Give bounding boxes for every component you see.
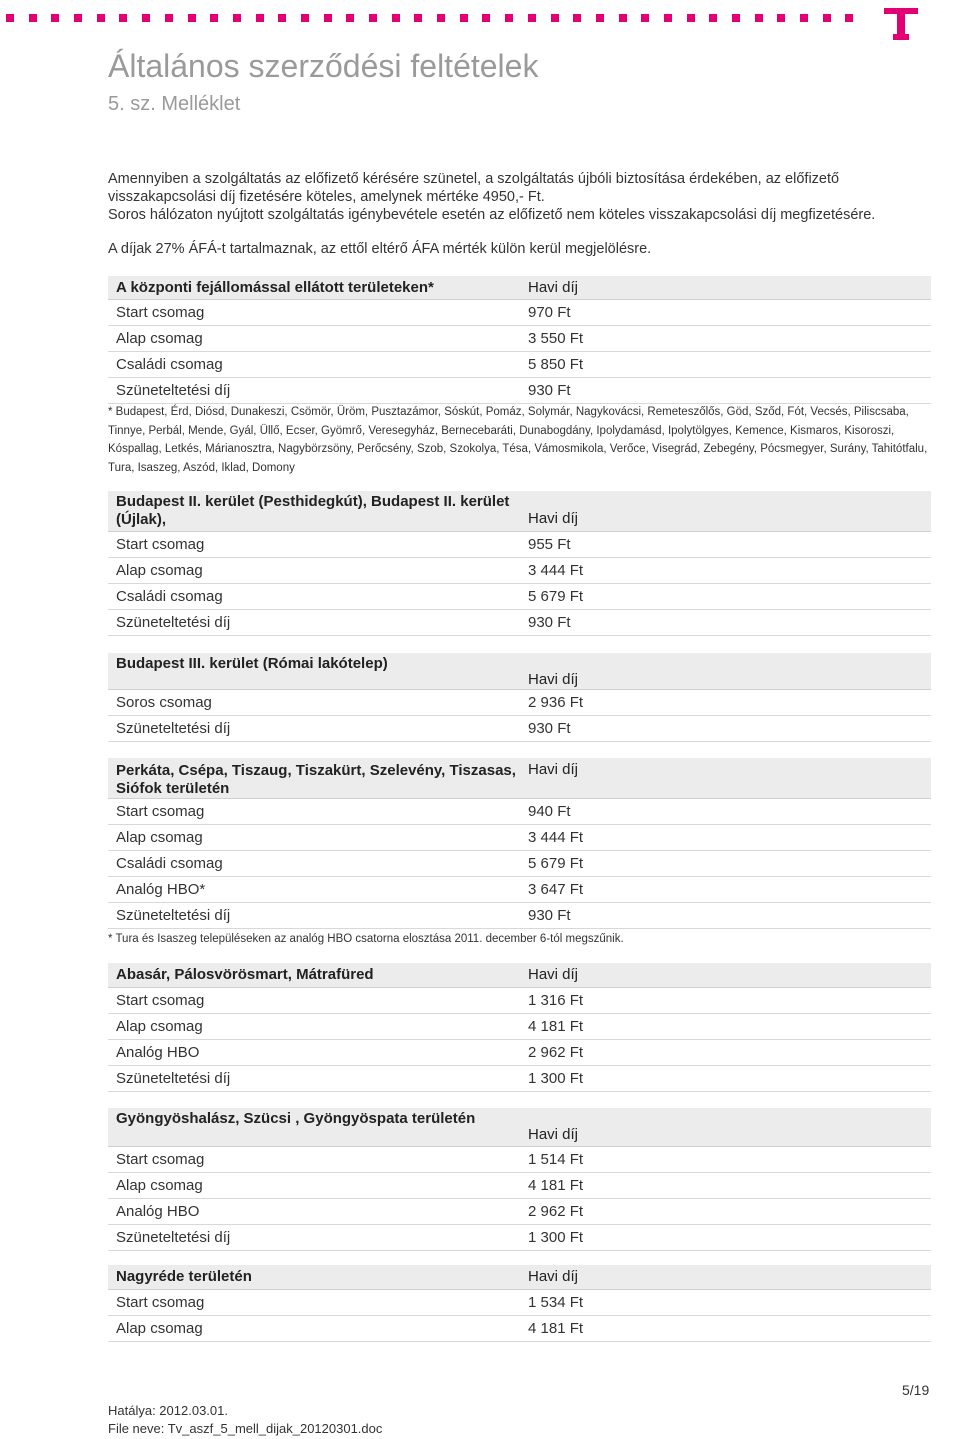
brand-dot [528, 14, 536, 22]
brand-dot [392, 14, 400, 22]
effective-date: Hatálya: 2012.03.01. [108, 1403, 228, 1418]
table-row [108, 532, 931, 558]
package-name: Start csomag [116, 1294, 205, 1311]
table-row [108, 326, 931, 352]
package-fee: 1 300 Ft [528, 1070, 584, 1087]
fee-column-header: Havi díj [528, 279, 579, 296]
brand-dot [346, 14, 354, 22]
brand-dot [97, 14, 105, 22]
package-name: Start csomag [116, 992, 205, 1009]
package-fee: 2 962 Ft [528, 1044, 584, 1061]
package-fee: 4 181 Ft [528, 1018, 584, 1035]
table-row [108, 903, 931, 929]
package-name: Szüneteltetési díj [116, 614, 231, 631]
table-row [108, 1316, 931, 1342]
package-fee: 4 181 Ft [528, 1177, 584, 1194]
fee-column-header: Havi díj [528, 1268, 579, 1285]
brand-dot [845, 14, 853, 22]
package-name: Start csomag [116, 1151, 205, 1168]
package-fee: 1 514 Ft [528, 1151, 584, 1168]
package-name: Analóg HBO [116, 1044, 200, 1061]
brand-dot [460, 14, 468, 22]
brand-dot [369, 14, 377, 22]
fee-column-header: Havi díj [528, 1126, 579, 1143]
page-title: Általános szerződési feltételek [108, 48, 539, 84]
brand-dot [188, 14, 196, 22]
brand-dot [482, 14, 490, 22]
package-name: Alap csomag [116, 1320, 203, 1337]
brand-dot [732, 14, 740, 22]
package-name: Szüneteltetési díj [116, 907, 231, 924]
intro-line: Soros hálózaton nyújtott szolgáltatás igénybevétele esetén az előfizető nem köteles visszakapcsolási díj megfizetésére. [108, 207, 876, 223]
table-heading: Abasár, Pálosvörösmart, Mátrafüred [116, 966, 374, 983]
brand-dot [210, 14, 218, 22]
package-fee: 1 534 Ft [528, 1294, 584, 1311]
brand-dot [641, 14, 649, 22]
table-heading: Budapest II. kerület (Pesthidegkút), Budapest II. kerület (Újlak), [116, 493, 510, 528]
fee-table [108, 491, 931, 636]
footnote: * Tura és Isaszeg településeken az analóg HBO csatorna elosztása 2011. december 6-tól megszűnik. [108, 933, 624, 945]
fee-column-header: Havi díj [528, 671, 579, 688]
package-name: Családi csomag [116, 855, 223, 872]
package-name: Családi csomag [116, 356, 223, 373]
brand-dot [709, 14, 717, 22]
package-fee: 970 Ft [528, 304, 571, 321]
table-header-row [108, 276, 931, 300]
package-name: Szüneteltetési díj [116, 382, 231, 399]
table-row [108, 877, 931, 903]
brand-dot [142, 14, 150, 22]
brand-dot [800, 14, 808, 22]
package-name: Start csomag [116, 536, 205, 553]
table-row [108, 584, 931, 610]
intro-line: Amennyiben a szolgáltatás az előfizető kérésére szünetel, a szolgáltatás újbóli biztosítása érdekében, az előfizető [108, 171, 840, 187]
package-fee: 5 679 Ft [528, 588, 584, 605]
package-name: Szüneteltetési díj [116, 1229, 231, 1246]
brand-dot [29, 14, 37, 22]
package-name: Szüneteltetési díj [116, 1070, 231, 1087]
table-row [108, 1199, 931, 1225]
brand-dot [664, 14, 672, 22]
table-row [108, 988, 931, 1014]
table-row [108, 799, 931, 825]
intro-paragraph [108, 170, 938, 224]
document-footer [108, 1402, 382, 1438]
fee-column-header: Havi díj [528, 510, 579, 527]
package-name: Start csomag [116, 803, 205, 820]
brand-dot [414, 14, 422, 22]
table-header-row [108, 1108, 931, 1147]
brand-dot [505, 14, 513, 22]
package-fee: 3 444 Ft [528, 829, 584, 846]
package-fee: 2 962 Ft [528, 1203, 584, 1220]
brand-dot [51, 14, 59, 22]
table-row [108, 1066, 931, 1092]
table-row [108, 1290, 931, 1316]
brand-dot [74, 14, 82, 22]
brand-dot [573, 14, 581, 22]
package-fee: 955 Ft [528, 536, 571, 553]
table-header-row [108, 653, 931, 690]
fee-table [108, 963, 931, 1092]
package-name: Családi csomag [116, 588, 223, 605]
brand-dot-row [6, 14, 853, 22]
fee-table [108, 276, 931, 404]
package-fee: 5 850 Ft [528, 356, 584, 373]
brand-dot [119, 14, 127, 22]
fee-column-header: Havi díj [528, 966, 579, 983]
package-name: Alap csomag [116, 562, 203, 579]
package-fee: 5 679 Ft [528, 855, 584, 872]
package-name: Szüneteltetési díj [116, 720, 231, 737]
table-row [108, 558, 931, 584]
package-fee: 4 181 Ft [528, 1320, 584, 1337]
brand-dot [233, 14, 241, 22]
package-name: Alap csomag [116, 1018, 203, 1035]
table-heading: Nagyréde területén [116, 1268, 252, 1285]
package-fee: 930 Ft [528, 614, 571, 631]
table-heading: Budapest III. kerület (Római lakótelep) [116, 655, 388, 672]
brand-dot [596, 14, 604, 22]
package-name: Analóg HBO [116, 1203, 200, 1220]
brand-dot [823, 14, 831, 22]
fee-table [108, 1265, 931, 1342]
package-name: Alap csomag [116, 829, 203, 846]
package-fee: 930 Ft [528, 907, 571, 924]
package-fee: 930 Ft [528, 720, 571, 737]
package-fee: 2 936 Ft [528, 694, 584, 711]
brand-dot [256, 14, 264, 22]
package-name: Soros csomag [116, 694, 212, 711]
table-row [108, 690, 931, 716]
vat-note: A díjak 27% ÁFÁ-t tartalmaznak, az ettől eltérő ÁFA mérték külön kerül megjelölésre. [108, 241, 652, 257]
package-fee: 3 444 Ft [528, 562, 584, 579]
package-fee: 930 Ft [528, 382, 571, 399]
package-fee: 3 550 Ft [528, 330, 584, 347]
brand-dot [777, 14, 785, 22]
table-row [108, 851, 931, 877]
file-name: File neve: Tv_aszf_5_mell_dijak_20120301.doc [108, 1421, 383, 1436]
table-heading: A központi fejállomással ellátott területeken* [116, 279, 434, 296]
brand-dot [6, 14, 14, 22]
brand-dot [278, 14, 286, 22]
fee-table [108, 1108, 931, 1251]
package-name: Start csomag [116, 304, 205, 321]
fee-column-header: Havi díj [528, 761, 579, 778]
brand-dot [165, 14, 173, 22]
table-row [108, 300, 931, 326]
package-name: Analóg HBO* [116, 881, 206, 898]
brand-dot [619, 14, 627, 22]
package-fee: 940 Ft [528, 803, 571, 820]
brand-dot [324, 14, 332, 22]
table-row [108, 1040, 931, 1066]
package-fee: 3 647 Ft [528, 881, 584, 898]
page-subtitle: 5. sz. Melléklet [108, 93, 241, 115]
telekom-t-logo-icon [884, 4, 918, 42]
table-header-row [108, 1265, 931, 1290]
table-row [108, 825, 931, 851]
table-header-row [108, 491, 931, 532]
fee-table [108, 758, 931, 929]
table-row [108, 1147, 931, 1173]
table-header-row [108, 758, 931, 799]
footnote: * Budapest, Érd, Diósd, Dunakeszi, Csömör, Üröm, Pusztazámor, Sóskút, Pomáz, Solymár, Nagykovácsi, Remeteszőlős, Göd, Sződ, Fót, Vecsés, Piliscsaba, Tinnye, Perbál, Mende, Gyál, Üllő, Ecser, Gyömrő, Veresegyház, Bernecebaráti, Dunabogdány, Ipolydamásd, Ipolytölgyes, Kemence, Kismaros, Kisoroszi, Kóspallag, Letkés, Márianosztra, Nagybörzsöny, Perőcsény, Szob, Szokolya, Tésa, Vámosmikola, Verőce, Visegrád, Zebegény, Pócsmegyer, Surány, Tahitótfalu, Tura, Isaszeg, Aszód, Iklad, Domony [108, 406, 928, 474]
table-row [108, 1014, 931, 1040]
brand-dot [301, 14, 309, 22]
fee-table [108, 653, 931, 742]
intro-line: visszakapcsolási díj fizetésére köteles, amelynek mértéke 4950,- Ft. [108, 189, 545, 205]
table-row [108, 378, 931, 404]
table-row [108, 1225, 931, 1251]
package-fee: 1 300 Ft [528, 1229, 584, 1246]
package-fee: 1 316 Ft [528, 992, 584, 1009]
brand-dot [551, 14, 559, 22]
table-heading: Gyöngyöshalász, Szücsi , Gyöngyöspata területén [116, 1110, 476, 1127]
table-header-row [108, 963, 931, 988]
page-number: 5/19 [902, 1382, 930, 1398]
brand-dot [437, 14, 445, 22]
package-name: Alap csomag [116, 330, 203, 347]
brand-dot [755, 14, 763, 22]
brand-dot [687, 14, 695, 22]
table-row [108, 352, 931, 378]
package-name: Alap csomag [116, 1177, 203, 1194]
table-row [108, 1173, 931, 1199]
table-row [108, 716, 931, 742]
table-heading: Perkáta, Csépa, Tiszaug, Tiszakürt, Szelevény, Tiszasas, Siófok területén [116, 762, 516, 797]
table-row [108, 610, 931, 636]
